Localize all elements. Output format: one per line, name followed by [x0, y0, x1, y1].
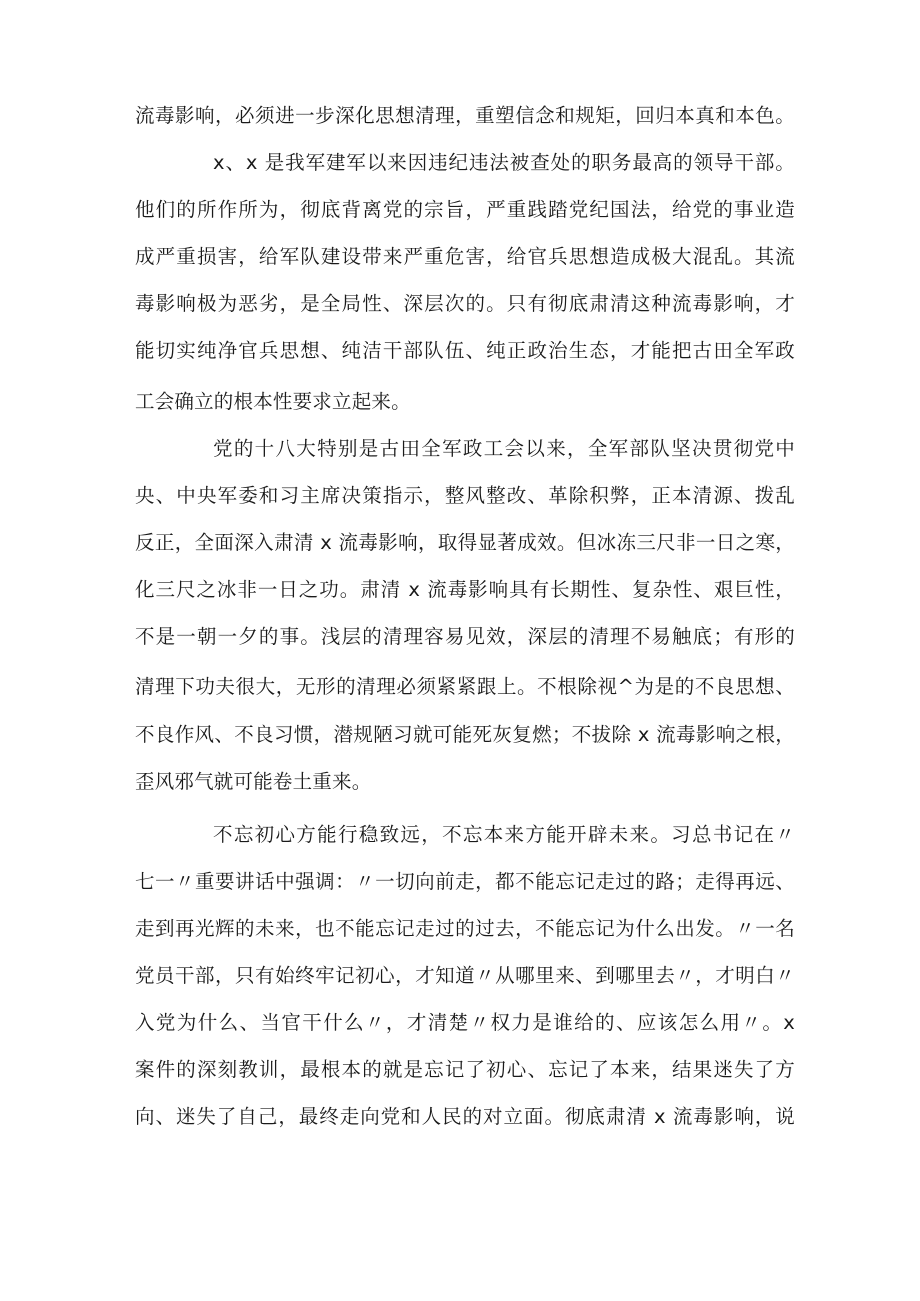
paragraph-first-line: 不忘初心方能行稳致远，不忘本来方能开辟未来。习总书记在〃: [213, 823, 795, 846]
text-line: 不是一朝一夕的事。浅层的清理容易见效，深层的清理不易触底；有形的: [135, 625, 795, 648]
text-line: 七一〃重要讲话中强调：〃一切向前走，都不能忘记走过的路；走得再远、: [135, 870, 795, 893]
text-line: 反正，全面深入肃清 x 流毒影响，取得显著成效。但冰冻三尺非一日之寒，: [135, 531, 795, 554]
text-line: 清理下功夫很大，无形的清理必须紧紧跟上。不根除视^为是的不良思想、: [135, 675, 795, 698]
paragraph-first-line: 党的十八大特别是古田全军政工会以来，全军部队坚决贯彻党中: [213, 437, 795, 460]
text-line: 入党为什么、当官干什么〃，才清楚〃权力是谁给的、应该怎么用〃。x: [135, 1011, 795, 1034]
text-line: 案件的深刻教训，最根本的就是忘记了初心、忘记了本来，结果迷失了方: [135, 1058, 795, 1081]
text-line: 走到再光辉的未来，也不能忘记走过的过去，不能忘记为什么出发。〃一名: [135, 917, 795, 940]
text-line: 不良作风、不良习惯，潜规陋习就可能死灰复燃；不拔除 x 流毒影响之根，: [135, 723, 795, 746]
text-line: 成严重损害，给军队建设带来严重危害，给官兵思想造成极大混乱。其流: [135, 245, 795, 268]
text-line: 党员干部，只有始终牢记初心，才知道〃从哪里来、到哪里去〃，才明白〃: [135, 964, 795, 987]
text-line: 央、中央军委和习主席决策指示，整风整改、革除积弊，正本清源、拨乱: [135, 484, 795, 507]
text-line: 他们的所作所为，彻底背离党的宗旨，严重践踏党纪国法，给党的事业造: [135, 198, 795, 221]
text-line: 歪风邪气就可能卷土重来。: [135, 770, 372, 793]
text-line: 化三尺之冰非一日之功。肃清 x 流毒影响具有长期性、复杂性、艰巨性，: [135, 578, 795, 601]
text-line: 流毒影响，必须进一步深化思想清理，重塑信念和规矩，回归本真和本色。: [135, 104, 795, 127]
paragraph-first-line: x、x 是我军建军以来因违纪违法被查处的职务最高的领导干部。: [213, 151, 795, 174]
text-line: 向、迷失了自己，最终走向党和人民的对立面。彻底肃清 x 流毒影响，说: [135, 1105, 795, 1128]
text-line: 能切实纯净官兵思想、纯洁干部队伍、纯正政治生态，才能把古田全军政: [135, 339, 795, 362]
text-line: 毒影响极为恶劣，是全局性、深层次的。只有彻底肃清这种流毒影响，才: [135, 292, 795, 315]
text-line: 工会确立的根本性要求立起来。: [135, 390, 411, 413]
